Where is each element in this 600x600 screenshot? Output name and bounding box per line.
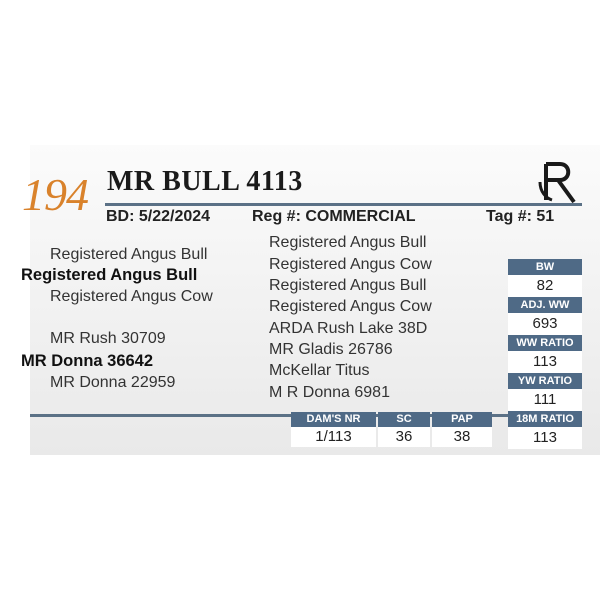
sire: Registered Angus Bull <box>21 266 198 284</box>
epd-label: WW RATIO <box>508 335 582 351</box>
epd-value: 111 <box>508 389 582 411</box>
pedigree-line: Registered Angus Cow <box>269 298 432 315</box>
pedigree-line: Registered Angus Bull <box>269 277 427 294</box>
epd-18m-ratio <box>508 411 582 449</box>
animal-name: MR BULL 4113 <box>107 166 303 197</box>
registration-number: Reg #: COMMERCIAL <box>252 208 416 225</box>
stat-value: 36 <box>378 427 430 447</box>
epd-ww-ratio <box>508 335 582 373</box>
epd-label: YW RATIO <box>508 373 582 389</box>
birth-date: BD: 5/22/2024 <box>106 208 211 225</box>
stat-dams-nr <box>291 412 376 447</box>
epd-bw <box>508 259 582 297</box>
epd-label: BW <box>508 259 582 275</box>
header-divider <box>105 203 582 206</box>
stat-sc <box>378 412 430 447</box>
dam: MR Donna 36642 <box>21 352 154 370</box>
stat-label: DAM'S NR <box>291 412 376 427</box>
lot-number: 194 <box>22 169 88 220</box>
dam-sire: MR Rush 30709 <box>50 330 166 347</box>
stat-value: 1/113 <box>291 427 376 447</box>
pedigree-line: MR Gladis 26786 <box>269 341 393 358</box>
pedigree-line: Registered Angus Cow <box>269 256 432 273</box>
epd-yw-ratio <box>508 373 582 411</box>
epd-label: ADJ. WW <box>508 297 582 313</box>
epd-value: 113 <box>508 351 582 373</box>
stat-label: SC <box>378 412 430 427</box>
epd-value: 113 <box>508 427 582 449</box>
pedigree-line: M R Donna 6981 <box>269 384 390 401</box>
stat-label: PAP <box>432 412 492 427</box>
dam-dam: MR Donna 22959 <box>50 374 176 391</box>
sire-dam: Registered Angus Cow <box>50 288 213 305</box>
stat-value: 38 <box>432 427 492 447</box>
pedigree-line: Registered Angus Bull <box>269 234 427 251</box>
pedigree-line: McKellar Titus <box>269 362 370 379</box>
epd-value: 693 <box>508 313 582 335</box>
stat-pap <box>432 412 492 447</box>
epd-label: 18M RATIO <box>508 411 582 427</box>
epd-value: 82 <box>508 275 582 297</box>
sire-sire: Registered Angus Bull <box>50 246 208 263</box>
pedigree-line: ARDA Rush Lake 38D <box>269 320 428 337</box>
tag-number: Tag #: 51 <box>486 208 555 225</box>
epd-adj-ww <box>508 297 582 335</box>
r-brand-icon <box>538 160 580 204</box>
